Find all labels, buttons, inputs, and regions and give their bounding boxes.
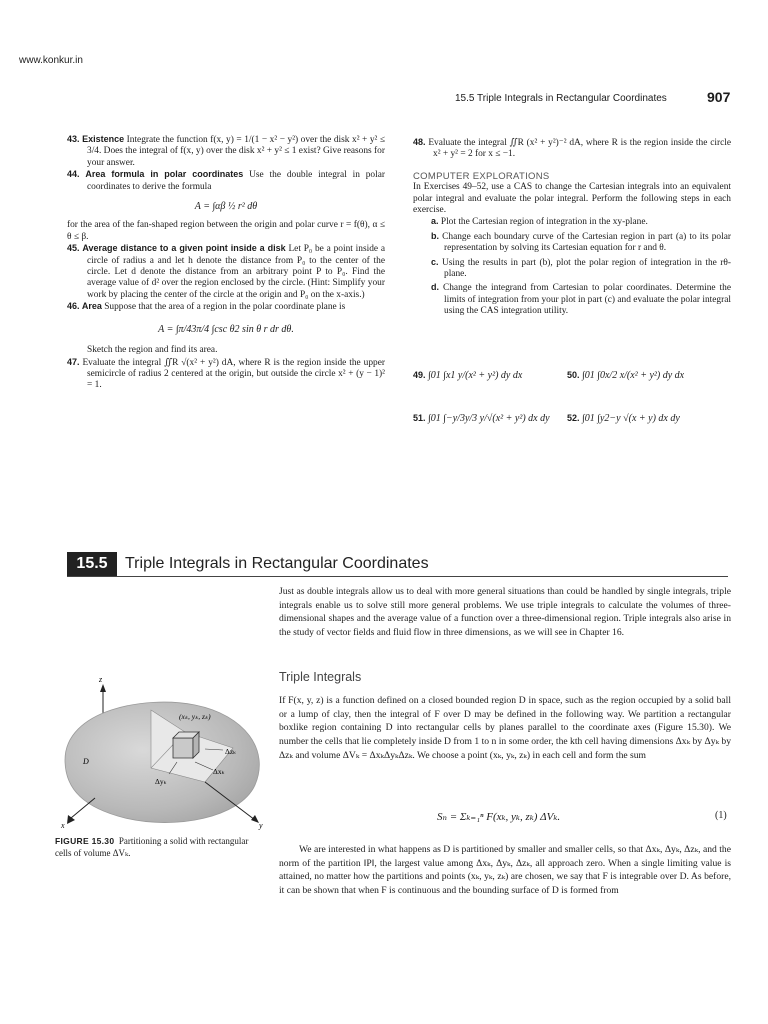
exercise-48 <box>413 137 731 161</box>
paragraph: If F(x, y, z) is a function defined on a closed bounded region D in space, such as the region occupied by a solid ball or a lump of clay, then the integral of F over D may be defined in the following way. We partition a rectangular boxlike region containing D into rectangular cells by planes parallel to the coordinate axes (Figure 15.30). We number the cells that lie completely inside D from 1 to n in some order, the kth cell having dimensions Δxₖ by Δyₖ by Δzₖ and volume ΔVₖ = ΔxₖΔyₖΔzₖ. We choose a point (xₖ, yₖ, zₖ) in each cell and form the sum <box>279 695 731 761</box>
step-list <box>431 216 731 317</box>
paragraph: We are interested in what happens as D is partitioned by smaller and smaller cells, so that Δxₖ, Δyₖ, Δzₖ, and the norm of the partition ‖P‖, the largest value among Δxₖ, Δyₖ, Δzₖ, all approach zero. When a single limiting value is attained, no matter how the partitions and points (xₖ, yₖ, zₖ) are chosen, we say that F is integrable over D. As before, it can be shown that when F is continuous and the bounding surface of D is formed from <box>279 844 731 897</box>
running-head: 15.5 Triple Integrals in Rectangular Coordinates <box>455 93 667 104</box>
axis-label-z: z <box>99 675 103 684</box>
integral-expression: ∫01 ∫y2−y √(x + y) dx dy <box>582 413 680 424</box>
exercise-text: Evaluate the integral ∬R √(x² + y²) dA, where R is the region inside the upper semicircle of radius 2 centered at the origin, but outside the circle x² + (y − 1)² = 1. <box>82 357 385 391</box>
axis-label-x: x <box>61 821 65 830</box>
dy-label: Δyₖ <box>155 777 167 786</box>
exercise-43 <box>67 134 385 169</box>
exercise-text: Sketch the region and find its area. <box>87 345 218 356</box>
site-url: www.konkur.in <box>19 55 83 66</box>
exercise-text: Suppose that the area of a region in the polar coordinate plane is <box>104 302 346 313</box>
x-arrow-icon <box>67 815 75 824</box>
x-axis <box>71 798 95 818</box>
exercise-text: Integrate the function f(x, y) = 1/(1 − x² − y²) over the disk x² + y² ≤ 3/4. Does the integral of f(x, y) over the disk x² + y² ≤ 1 exist? Give reasons for your answer. <box>87 135 386 168</box>
exercise-text: for the area of the fan-shaped region between the origin and polar curve r = f(θ), α ≤ θ ≤ β. <box>67 220 385 242</box>
dx-label: Δxₖ <box>213 767 225 776</box>
area-formula: A = ∫αβ ½ r² dθ <box>194 201 258 213</box>
computer-explorations-intro: In Exercises 49–52, use a CAS to change the Cartesian integrals into an equivalent polar integral and evaluate the polar integral. Perform the following steps in each exercise. <box>413 182 731 216</box>
equation-sum: Sₙ = Σₖ₌₁ⁿ F(xₖ, yₖ, zₖ) ΔVₖ. <box>437 811 561 823</box>
exercise-number: 44. <box>67 169 80 180</box>
left-exercise-column <box>67 134 385 392</box>
page-number: 907 <box>707 89 731 105</box>
section-intro: Just as double integrals allow us to deal with more general situations than could be handled by single integrals, triple integrals enable us to solve still more general problems. We use triple integrals to calculate the volumes of three-dimensional shapes and the average value of a function over a three-dimensional region. Triple integrals also arise in the study of vector fields and fluid flow in three dimensions, as we will see in Chapter 16. <box>279 586 731 639</box>
exercise-number: 52. <box>567 413 580 423</box>
equation-number: (1) <box>715 810 727 821</box>
computer-explorations-heading: COMPUTER EXPLORATIONS <box>413 170 550 182</box>
exercise-number: 45. <box>67 243 80 254</box>
exercise-text: Let P₀ be a point inside a circle of radius a and let h denote the distance from P₀ to the center of the circle. Let d denote the distance from an arbitrary point P to P₀. Find the average value of d² over the region enclosed by the circle. (Hint: Simplify your work by placing the center of the circle at the origin and P₀ on the x-axis.) <box>87 244 386 300</box>
figure-solid-partition <box>55 670 270 830</box>
step-a <box>431 216 731 228</box>
step-text: Plot the Cartesian region of integration in the xy-plane. <box>440 217 648 228</box>
step-label: d. <box>431 282 439 293</box>
region-label: D <box>83 757 89 766</box>
caption-text: Partitioning a solid with rectangular cells of volume ΔVₖ. <box>55 836 249 858</box>
exercise-text: Evaluate the integral ∬R (x² + y²)⁻² dA, where R is the region inside the circle x² + y² = 2 for x ≤ −1. <box>428 138 732 160</box>
exercise-52 <box>567 413 680 424</box>
section-number: 15.5 <box>67 552 117 576</box>
exercise-46 <box>67 301 385 313</box>
point-label: (xₖ, yₖ, zₖ) <box>179 712 211 721</box>
dz-label: Δzₖ <box>225 747 237 756</box>
exercise-number: 48. <box>413 137 426 147</box>
y-arrow-icon <box>251 815 259 823</box>
exercise-title: Existence <box>82 134 125 144</box>
exercise-44 <box>67 169 385 193</box>
exercise-number: 50. <box>567 370 580 380</box>
exercise-title: Average distance to a given point inside a disk <box>82 243 286 254</box>
area-integral: A = ∫π/43π/4 ∫csc θ2 sin θ r dr dθ. <box>158 323 294 335</box>
subheading: Triple Integrals <box>279 670 362 684</box>
figure-label: FIGURE 15.30 <box>55 836 115 846</box>
integral-expression: ∫01 ∫0x/2 x/(x² + y²) dy dx <box>582 370 685 381</box>
step-text: Change each boundary curve of the Cartesian region in part (a) to its polar representation by solving its Cartesian equation for r and θ. <box>442 231 731 254</box>
step-label: b. <box>431 230 439 241</box>
exercise-51 <box>413 413 550 424</box>
step-c <box>431 257 731 281</box>
step-d <box>431 282 731 317</box>
exercise-title: Area <box>81 301 102 312</box>
step-text: Using the results in part (b), plot the polar region of integration in the rθ-plane. <box>441 257 732 280</box>
step-label: a. <box>431 216 439 227</box>
exercise-title: Area formula in polar coordinates <box>85 169 244 180</box>
exercise-number: 46. <box>67 301 80 312</box>
step-b <box>431 231 731 255</box>
figure-caption <box>55 835 265 859</box>
right-exercise-column <box>413 137 731 320</box>
exercise-number: 49. <box>413 370 426 380</box>
integral-expression: ∫01 ∫x1 y/(x² + y²) dy dx <box>428 370 523 381</box>
exercise-49 <box>413 370 522 381</box>
exercise-number: 43. <box>67 134 80 144</box>
z-arrow-icon <box>100 684 106 692</box>
exercise-45 <box>67 243 385 301</box>
exercise-text: Use the double integral in polar coordinates to derive the formula <box>87 170 386 192</box>
section-title: Triple Integrals in Rectangular Coordinates <box>125 555 429 572</box>
exercise-50 <box>567 370 684 381</box>
exercise-number: 47. <box>67 356 80 367</box>
step-text: Change the integrand from Cartesian to polar coordinates. Determine the limits of integration from your plot in part (c) and evaluate the polar integral using the CAS integration utility. <box>442 283 731 317</box>
step-label: c. <box>431 256 439 267</box>
integral-expression: ∫01 ∫−y/3y/3 y/√(x² + y²) dx dy <box>428 413 550 424</box>
exercise-number: 51. <box>413 413 426 423</box>
exercise-47 <box>67 357 385 392</box>
cell-box <box>173 738 193 758</box>
axis-label-y: y <box>259 821 263 830</box>
